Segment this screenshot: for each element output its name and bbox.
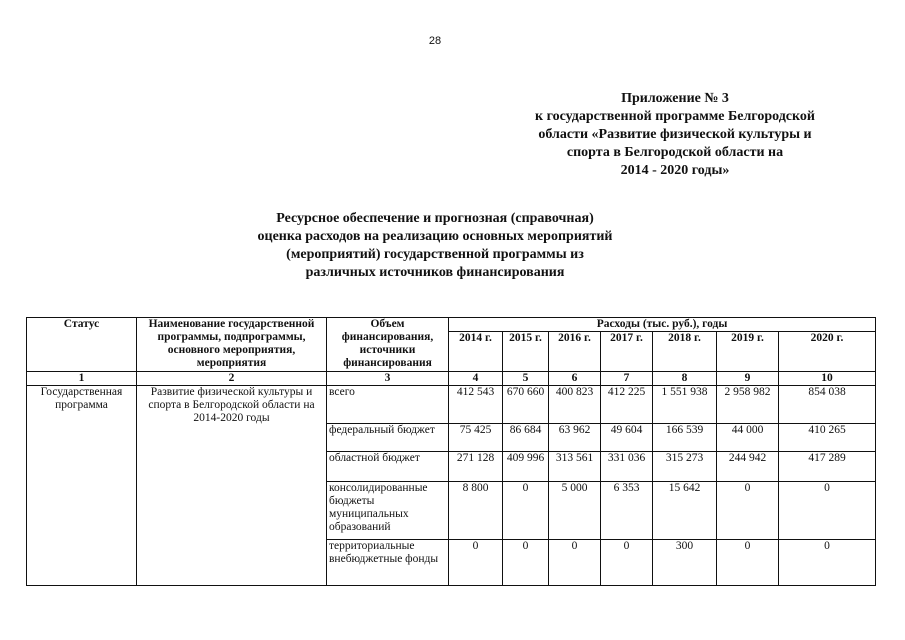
value-cell: 0: [779, 482, 876, 540]
value-cell: 0: [503, 482, 549, 540]
value-cell: 1 551 938: [653, 386, 717, 424]
value-cell: 410 265: [779, 424, 876, 452]
header-year: 2017 г.: [601, 332, 653, 372]
value-cell: 86 684: [503, 424, 549, 452]
value-cell: 0: [779, 540, 876, 586]
value-cell: 300: [653, 540, 717, 586]
column-number: 1: [27, 372, 137, 386]
value-cell: 0: [503, 540, 549, 586]
header-expenses: Расходы (тыс. руб.), годы: [449, 318, 876, 332]
header-year: 2015 г.: [503, 332, 549, 372]
column-number: 6: [549, 372, 601, 386]
column-number: 9: [717, 372, 779, 386]
column-numbers-row: [27, 372, 876, 386]
appendix-line: к государственной программе Белгородской: [535, 109, 815, 124]
header-year: 2019 г.: [717, 332, 779, 372]
appendix-line: 2014 - 2020 годы»: [620, 163, 730, 178]
source-cell: консолидированные бюджеты муниципальных образований: [327, 482, 449, 540]
header-year: 2018 г.: [653, 332, 717, 372]
document-title: [220, 210, 650, 282]
value-cell: 166 539: [653, 424, 717, 452]
title-line: оценка расходов на реализацию основных мероприятий: [257, 229, 613, 244]
value-cell: 63 962: [549, 424, 601, 452]
source-cell: областной бюджет: [327, 452, 449, 482]
value-cell: 49 604: [601, 424, 653, 452]
value-cell: 670 660: [503, 386, 549, 424]
column-number: 3: [327, 372, 449, 386]
column-number: 8: [653, 372, 717, 386]
table-row: [27, 386, 876, 424]
value-cell: 400 823: [549, 386, 601, 424]
value-cell: 0: [549, 540, 601, 586]
program-name-cell: Развитие физической культуры и спорта в Белгородской области на 2014-2020 годы: [137, 386, 327, 586]
value-cell: 313 561: [549, 452, 601, 482]
source-cell: территориальные внебюджетные фонды: [327, 540, 449, 586]
value-cell: 271 128: [449, 452, 503, 482]
appendix-line: спорта в Белгородской области на: [566, 145, 784, 160]
source-cell: всего: [327, 386, 449, 424]
header-volume: Объем финансирования, источники финансирования: [327, 318, 449, 372]
value-cell: 6 353: [601, 482, 653, 540]
page-number: 28: [428, 35, 442, 47]
budget-table: [26, 317, 876, 586]
column-number: 7: [601, 372, 653, 386]
value-cell: 244 942: [717, 452, 779, 482]
value-cell: 44 000: [717, 424, 779, 452]
value-cell: 331 036: [601, 452, 653, 482]
value-cell: 854 038: [779, 386, 876, 424]
column-number: 5: [503, 372, 549, 386]
value-cell: 315 273: [653, 452, 717, 482]
column-number: 4: [449, 372, 503, 386]
value-cell: 412 543: [449, 386, 503, 424]
value-cell: 8 800: [449, 482, 503, 540]
value-cell: 417 289: [779, 452, 876, 482]
header-year: 2020 г.: [779, 332, 876, 372]
column-number: 10: [779, 372, 876, 386]
value-cell: 0: [449, 540, 503, 586]
value-cell: 0: [717, 482, 779, 540]
value-cell: 0: [601, 540, 653, 586]
appendix-line: области «Развитие физической культуры и: [538, 127, 812, 142]
value-cell: 75 425: [449, 424, 503, 452]
source-cell: федеральный бюджет: [327, 424, 449, 452]
title-line: (мероприятий) государственной программы из: [286, 247, 584, 262]
value-cell: 2 958 982: [717, 386, 779, 424]
appendix-header: [480, 90, 870, 180]
table-header-row: [27, 318, 876, 332]
header-status: Статус: [27, 318, 137, 372]
value-cell: 409 996: [503, 452, 549, 482]
value-cell: 15 642: [653, 482, 717, 540]
value-cell: 5 000: [549, 482, 601, 540]
header-year: 2016 г.: [549, 332, 601, 372]
header-name: Наименование государственной программы, подпрограммы, основного мероприятия, мероприятия: [137, 318, 327, 372]
title-line: Ресурсное обеспечение и прогнозная (справочная): [276, 211, 594, 226]
column-number: 2: [137, 372, 327, 386]
value-cell: 412 225: [601, 386, 653, 424]
status-cell: Государственная программа: [27, 386, 137, 586]
value-cell: 0: [717, 540, 779, 586]
appendix-line: Приложение № 3: [621, 91, 729, 106]
header-year: 2014 г.: [449, 332, 503, 372]
title-line: различных источников финансирования: [305, 265, 565, 280]
